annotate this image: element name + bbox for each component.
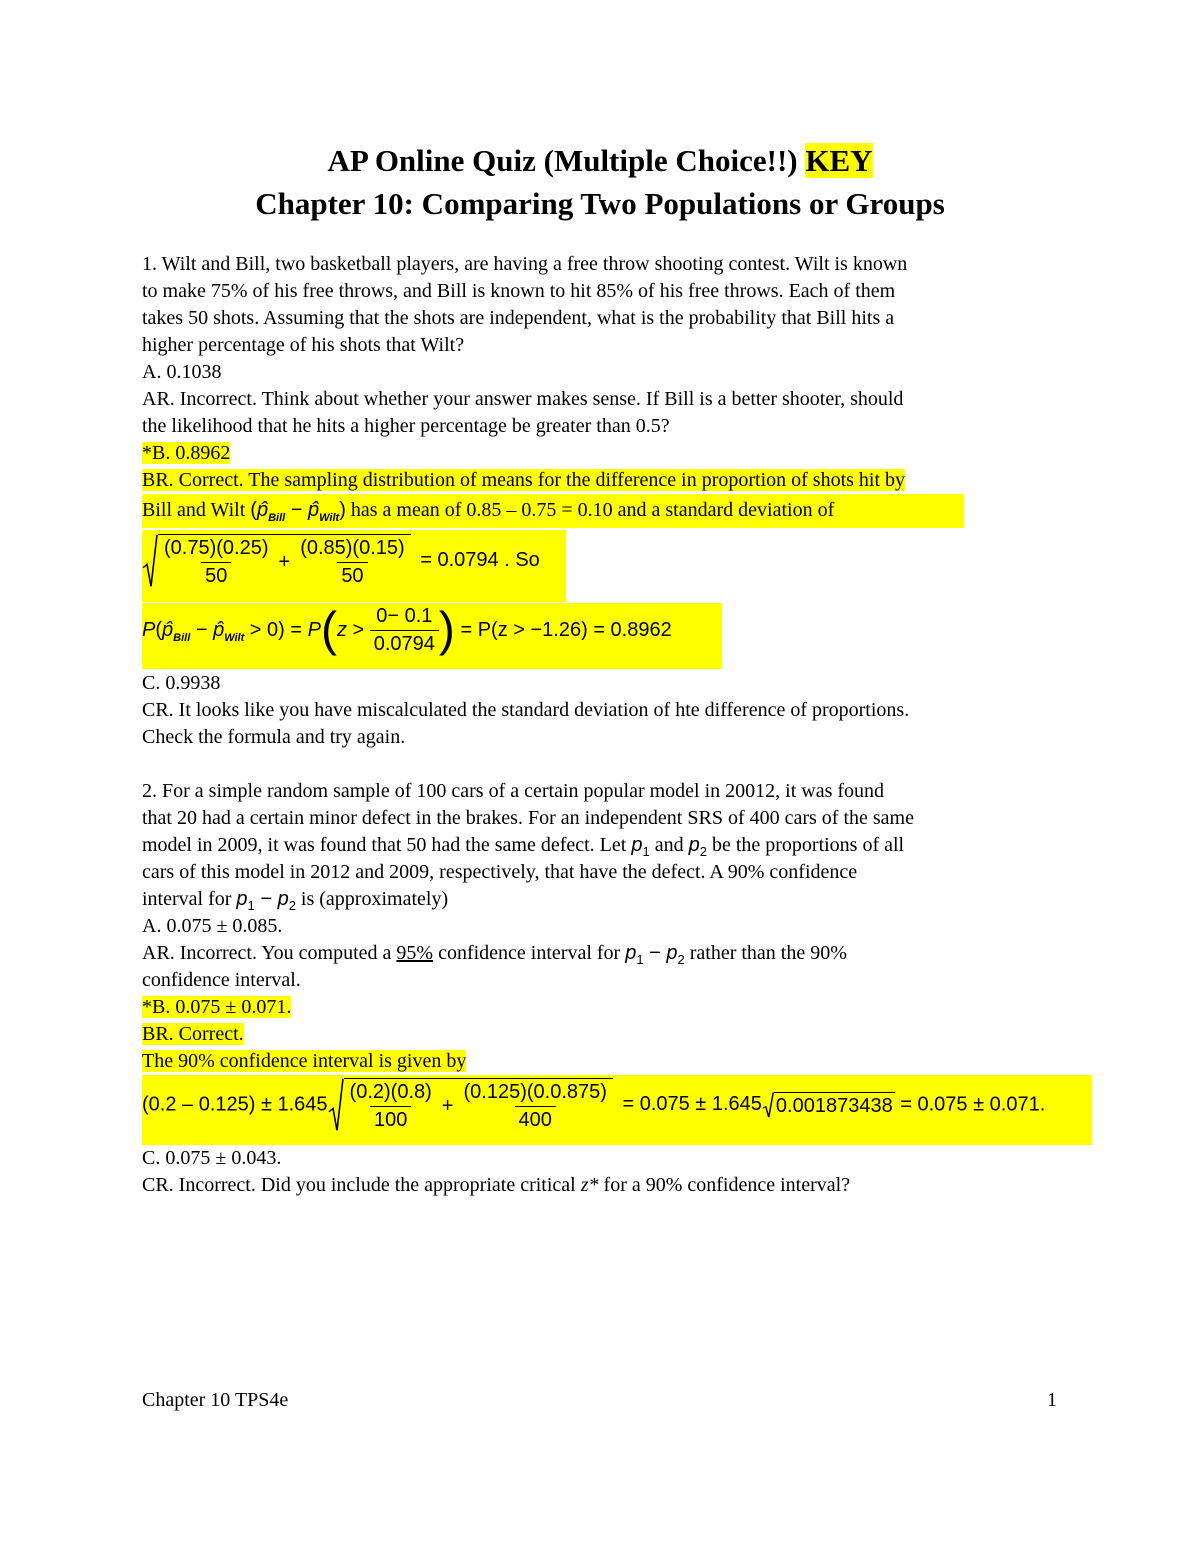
ci-fraction-1 <box>346 1081 436 1132</box>
document-title <box>0 143 1200 179</box>
q1-bill-and-wilt-label: Bill and Wilt <box>142 499 246 521</box>
ci-radicand-value: 0.001873438 <box>774 1092 895 1118</box>
q2-line3-pre: model in 2009, it was found that 50 had the same defect. Let <box>142 834 627 856</box>
z-fraction-denominator: 0.0794 <box>370 630 439 656</box>
z-fraction-numerator: 0− 0.1 <box>376 605 433 627</box>
q1-rationale-c-line-2: Check the formula and try again. <box>142 726 406 748</box>
q2-line3-post: be the proportions of all <box>711 834 905 856</box>
z-fraction <box>370 605 439 656</box>
radical-sign-icon <box>762 1092 774 1118</box>
fraction-1 <box>160 537 273 588</box>
q2-text-line-4: cars of this model in 2012 and 2009, respectively, that have the defect. A 90% confidence <box>142 861 858 883</box>
q2-text-line-2: that 20 had a certain minor defect in the brakes. For an independent SRS of 400 cars of the same <box>142 807 914 829</box>
ci-fraction-1-denominator: 100 <box>370 1106 411 1132</box>
ci-fraction-2-numerator: (0.125)(0.0.875) <box>463 1081 607 1103</box>
q1-text-line-4: higher percentage of his shots that Wilt? <box>142 334 465 356</box>
q2-rationale-b-line-2: The 90% confidence interval is given by <box>142 1050 467 1072</box>
q2-text-line-1: 2. For a simple random sample of 100 cars of a certain popular model in 20012, it was found <box>142 780 885 802</box>
q2-text-line-3: model in 2009, it was found that 50 had the same defect. Let $p_1$ and $p_2$ be the proportions of all <box>142 834 905 859</box>
title-main: AP Online Quiz (Multiple Choice!!) <box>327 143 798 178</box>
fraction-2-denominator: 50 <box>337 562 367 588</box>
q2-choice-c: C. 0.075 ± 0.043. <box>142 1147 282 1169</box>
document-subtitle: Chapter 10: Comparing Two Populations or Groups <box>255 186 945 221</box>
q2-cr-post: for a 90% confidence interval? <box>603 1174 851 1196</box>
q1-rationale-b-line-2 <box>142 497 834 532</box>
q1-rationale-a-line-1: AR. Incorrect. Think about whether your answer makes sense. If Bill is a better shooter, should <box>142 388 904 410</box>
q1-sd-formula <box>142 534 540 588</box>
q2-rationale-c <box>142 1172 850 1199</box>
ci-mid: = 0.075 ± 1.645 <box>622 1093 762 1116</box>
q1-mean-sd-text: has a mean of 0.85 – 0.75 = 0.10 and a standard deviation of <box>350 499 835 521</box>
ci-sqrt-expression: $\frac{(0.2)(0.8)}{100}$ + $\frac{(0.125)(0.0.875)}{400}$ <box>328 1078 613 1132</box>
q2-rationale-a-line-1: AR. Incorrect. You computed a 95% confidence interval for $p_1 - p_2$ rather than the 90% <box>142 942 847 967</box>
q2-line5-pre: interval for <box>142 888 232 910</box>
ci-fraction-2-denominator: 400 <box>515 1106 556 1132</box>
footer-page-number: 1 <box>1047 1389 1057 1411</box>
phat-difference-expression: ($p̂_{Bill}$ − $p̂_{Wilt}$) <box>250 499 346 524</box>
probability-result: = P(z > −1.26) = 0.8962 <box>460 618 672 641</box>
fraction-2-numerator: (0.85)(0.15) <box>300 537 405 559</box>
q2-ar-underlined: 95% <box>396 942 434 964</box>
q1-choice-c: C. 0.9938 <box>142 672 221 694</box>
fraction-1-numerator: (0.75)(0.25) <box>164 537 269 559</box>
q2-line5-post: is (approximately) <box>300 888 449 910</box>
ci-result: = 0.075 ± 0.071. <box>900 1093 1046 1116</box>
fraction-1-denominator: 50 <box>201 562 231 588</box>
q1-rationale-b-line-1: BR. Correct. The sampling distribution of means for the difference in proportion of shots hit by <box>142 469 906 491</box>
sd-result: = 0.0794 . So <box>420 549 540 572</box>
q1-rationale-a-line-2: the likelihood that he hits a higher percentage be greater than 0.5? <box>142 415 670 437</box>
q2-ar-mid: confidence interval for <box>438 942 621 964</box>
q2-cr-pre: CR. Incorrect. Did you include the appropriate critical <box>142 1174 576 1196</box>
q2-rationale-a-line-2: confidence interval. <box>142 969 301 991</box>
q2-rationale-b-line-1: BR. Correct. <box>142 1023 244 1045</box>
q2-line3-mid: and <box>654 834 684 856</box>
q2-choice-b-correct: *B. 0.075 ± 0.071. <box>142 996 292 1018</box>
q1-choice-b-correct: *B. 0.8962 <box>142 442 231 464</box>
q1-text-line-1: 1. Wilt and Bill, two basketball players, are having a free throw shooting contest. Wilt is known <box>142 253 908 275</box>
fraction-2 <box>296 537 409 588</box>
ci-small-sqrt <box>762 1092 895 1118</box>
q1-text-line-2: to make 75% of his free throws, and Bill is known to hit 85% of his free throws. Each of them <box>142 280 896 302</box>
sqrt-expression: $\frac{(0.75)(0.25)}{50}$ + $\frac{(0.85)(0.15)}{50}$ <box>142 534 411 588</box>
q1-choice-a: A. 0.1038 <box>142 361 222 383</box>
ci-fraction-1-numerator: (0.2)(0.8) <box>349 1081 432 1103</box>
sub-bill: Bill <box>268 512 286 524</box>
q2-text-line-5: interval for $p_1 - p_2$ is (approximately) <box>142 888 449 913</box>
q2-choice-a: A. 0.075 ± 0.085. <box>142 915 283 937</box>
radical-sign-icon <box>328 1078 344 1132</box>
q2-ar-post: rather than the 90% <box>689 942 847 964</box>
footer-chapter-label: Chapter 10 TPS4e <box>142 1389 289 1411</box>
q1-text-line-3: takes 50 shots. Assuming that the shots are independent, what is the probability that Bill hits a <box>142 307 895 329</box>
q2-ar-pre: AR. Incorrect. You computed a <box>142 942 392 964</box>
q1-rationale-c-line-1: CR. It looks like you have miscalculated the standard deviation of hte difference of proportions. <box>142 699 910 721</box>
ci-left: (0.2 – 0.125) ± 1.645 <box>142 1093 328 1116</box>
radical-sign-icon <box>142 534 158 588</box>
title-key-highlight: KEY <box>805 143 873 178</box>
sub-wilt: Wilt <box>319 512 340 524</box>
q1-probability-formula: $P(p̂_{Bill}$ − $p̂_{Wilt} > 0) = P(z$ > $\frac{0- 0.1}{0.0794}$ ) = P(z > −1.26) = 0.8962 <box>142 603 672 657</box>
ci-fraction-2 <box>459 1081 610 1132</box>
q2-cr-z: z* <box>580 1174 599 1196</box>
q2-ci-formula <box>142 1078 1045 1132</box>
